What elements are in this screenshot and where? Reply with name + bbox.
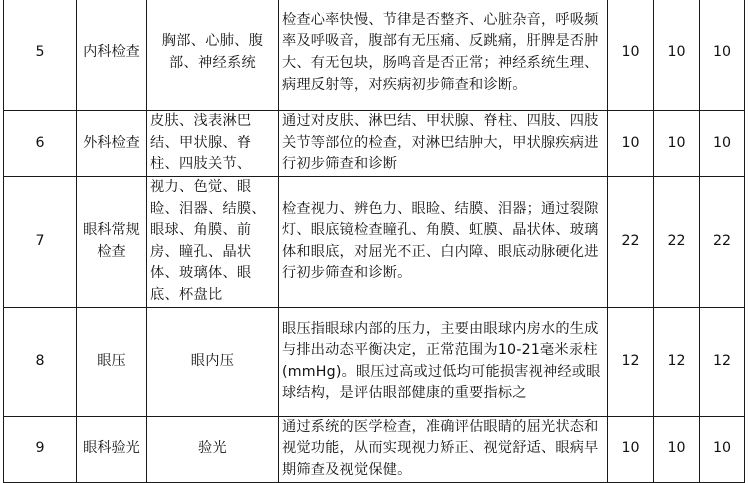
value-col-2: 10 [654, 416, 700, 482]
exam-description: 眼压指眼球内部的压力，主要由眼球内房水的生成与排出动态平衡决定，正常范围为10-21毫米汞柱(mmHg)。眼压过高或过低均可能损害视神经或眼球结构，是评估眼部健康的重要指标之 [279, 307, 608, 416]
value-col-3: 10 [700, 0, 745, 111]
value-col-3: 22 [700, 176, 745, 307]
value-col-2: 22 [654, 176, 700, 307]
value-col-1: 22 [608, 176, 654, 307]
exam-items: 视力、色觉、眼睑、泪器、结膜、眼球、角膜、前房、瞳孔、晶状体、玻璃体、眼底、杯盘比 [147, 176, 279, 307]
value-col-1: 10 [608, 0, 654, 111]
value-col-3: 10 [700, 416, 745, 482]
exam-items: 皮肤、浅表淋巴结、甲状腺、脊柱、四肢关节、 [147, 111, 279, 177]
table-row [4, 307, 745, 416]
exam-description: 检查心率快慢、节律是否整齐、心脏杂音，呼吸频率及呼吸音，腹部有无压痛、反跳痛，肝脾是否肿大、有无包块，肠鸣音是否正常；神经系统生理、病理反射等，对疾病初步筛查和诊断。 [279, 0, 608, 111]
value-col-1: 10 [608, 111, 654, 177]
table-row [4, 416, 745, 482]
value-col-2: 10 [654, 0, 700, 111]
table-row [4, 111, 745, 177]
exam-items: 胸部、心肺、腹部、神经系统 [147, 0, 279, 111]
exam-description: 检查视力、辨色力、眼睑、结膜、泪器；通过裂隙灯、眼底镜检查瞳孔、角膜、虹膜、晶状体、玻璃体和眼底，对屈光不正、白内障、眼底动脉硬化进行初步筛查和诊断。 [279, 176, 608, 307]
table-row [4, 0, 745, 111]
exam-name: 内科检查 [77, 0, 147, 111]
value-col-1: 10 [608, 416, 654, 482]
row-number: 6 [4, 111, 77, 177]
exam-items: 验光 [147, 416, 279, 482]
value-col-3: 12 [700, 307, 745, 416]
exam-items-table [3, 0, 745, 483]
row-number: 5 [4, 0, 77, 111]
row-number: 9 [4, 416, 77, 482]
exam-description: 通过对皮肤、淋巴结、甲状腺、脊柱、四肢、四肢关节等部位的检查，对淋巴结肿大，甲状腺疾病进行初步筛查和诊断 [279, 111, 608, 177]
value-col-2: 10 [654, 111, 700, 177]
exam-name: 眼压 [77, 307, 147, 416]
exam-name: 外科检查 [77, 111, 147, 177]
value-col-1: 12 [608, 307, 654, 416]
exam-description: 通过系统的医学检查，准确评估眼睛的屈光状态和视觉功能，从而实现视力矫正、视觉舒适、眼病早期筛查及视觉保健。 [279, 416, 608, 482]
row-number: 7 [4, 176, 77, 307]
exam-name: 眼科常规检查 [77, 176, 147, 307]
exam-name: 眼科验光 [77, 416, 147, 482]
exam-items: 眼内压 [147, 307, 279, 416]
value-col-2: 12 [654, 307, 700, 416]
row-number: 8 [4, 307, 77, 416]
value-col-3: 10 [700, 111, 745, 177]
table-row [4, 176, 745, 307]
